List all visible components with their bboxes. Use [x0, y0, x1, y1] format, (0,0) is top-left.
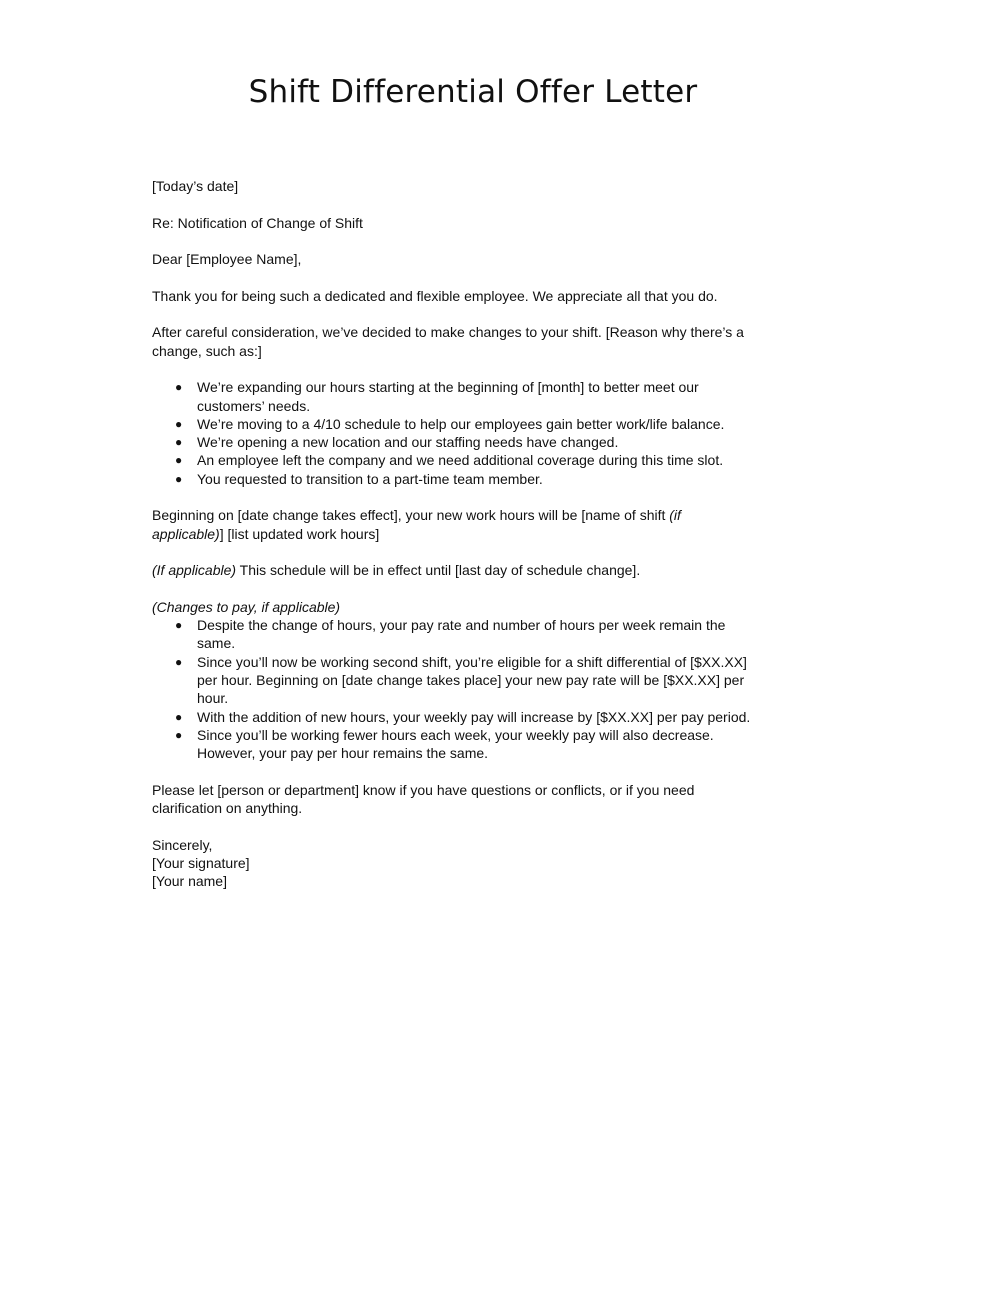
list-item: ● An employee left the company and we need additional coverage during this time slot.	[175, 452, 724, 469]
bullet-icon: ●	[175, 709, 183, 724]
letter-salutation: Dear [Employee Name],	[152, 251, 302, 268]
list-item: ● We’re moving to a 4/10 schedule to help our employees gain better work/life balance.	[175, 415, 725, 432]
letter-closing: Sincerely,	[152, 836, 213, 853]
pay-changes-list	[152, 616, 752, 762]
document-title: Shift Differential Offer Letter	[248, 74, 698, 110]
bullet-icon: ●	[175, 416, 183, 431]
list-item: ● We’re opening a new location and our staffing needs have changed.	[175, 434, 619, 451]
letter-consideration-paragraph: After careful consideration, we’ve decided to make changes to your shift. [Reason why there’s a change, such as:]	[152, 324, 744, 359]
letter-beginning-paragraph: Beginning on [date change takes effect], your new work hours will be [name of shift (if applicable)] [list updated work hours]	[152, 507, 681, 542]
spacer	[152, 360, 752, 378]
bullet-icon: ●	[175, 453, 183, 468]
signature-placeholder: [Your signature]	[152, 854, 250, 871]
letter-body	[152, 177, 752, 891]
bullet-icon: ●	[175, 471, 183, 486]
list-item: ● With the addition of new hours, your weekly pay will increase by [$XX.XX] per pay period.	[175, 708, 751, 725]
letter-thanks-paragraph: Thank you for being such a dedicated and flexible employee. We appreciate all that you do.	[152, 287, 718, 304]
letter-date: [Today’s date]	[152, 178, 239, 194]
bullet-icon: ●	[175, 435, 183, 450]
list-item: ● We’re expanding our hours starting at the beginning of [month] to better meet our customers’ needs.	[175, 379, 699, 414]
bullet-icon: ●	[175, 380, 183, 395]
bullet-icon: ●	[175, 727, 183, 742]
list-item: ● You requested to transition to a part-time team member.	[175, 470, 543, 487]
letter-contact-paragraph: Please let [person or department] know if you have questions or conflicts, or if you need clarification on anything.	[152, 781, 695, 817]
signature-block	[152, 836, 752, 891]
letter-subject: Re: Notification of Change of Shift	[152, 214, 363, 231]
reasons-list	[152, 378, 752, 488]
pay-heading: (Changes to pay, if applicable)	[152, 598, 341, 615]
list-item: ● Despite the change of hours, your pay rate and number of hours per week remain the same.	[175, 617, 726, 652]
letter-schedule-paragraph: (If applicable) This schedule will be in effect until [last day of schedule change].	[152, 562, 641, 579]
list-item: ● Since you’ll now be working second shift, you’re eligible for a shift differential of [$XX.XX] per hour. Beginning on [date change takes place] your new pay rate will be [$XX.XX] per hour.	[175, 653, 747, 707]
list-item: ● Since you’ll be working fewer hours each week, your weekly pay will also decrease. However, your pay per hour remains the same.	[175, 726, 714, 762]
sender-name: [Your name]	[152, 873, 227, 890]
bullet-icon: ●	[175, 654, 183, 669]
bullet-icon: ●	[175, 618, 183, 633]
